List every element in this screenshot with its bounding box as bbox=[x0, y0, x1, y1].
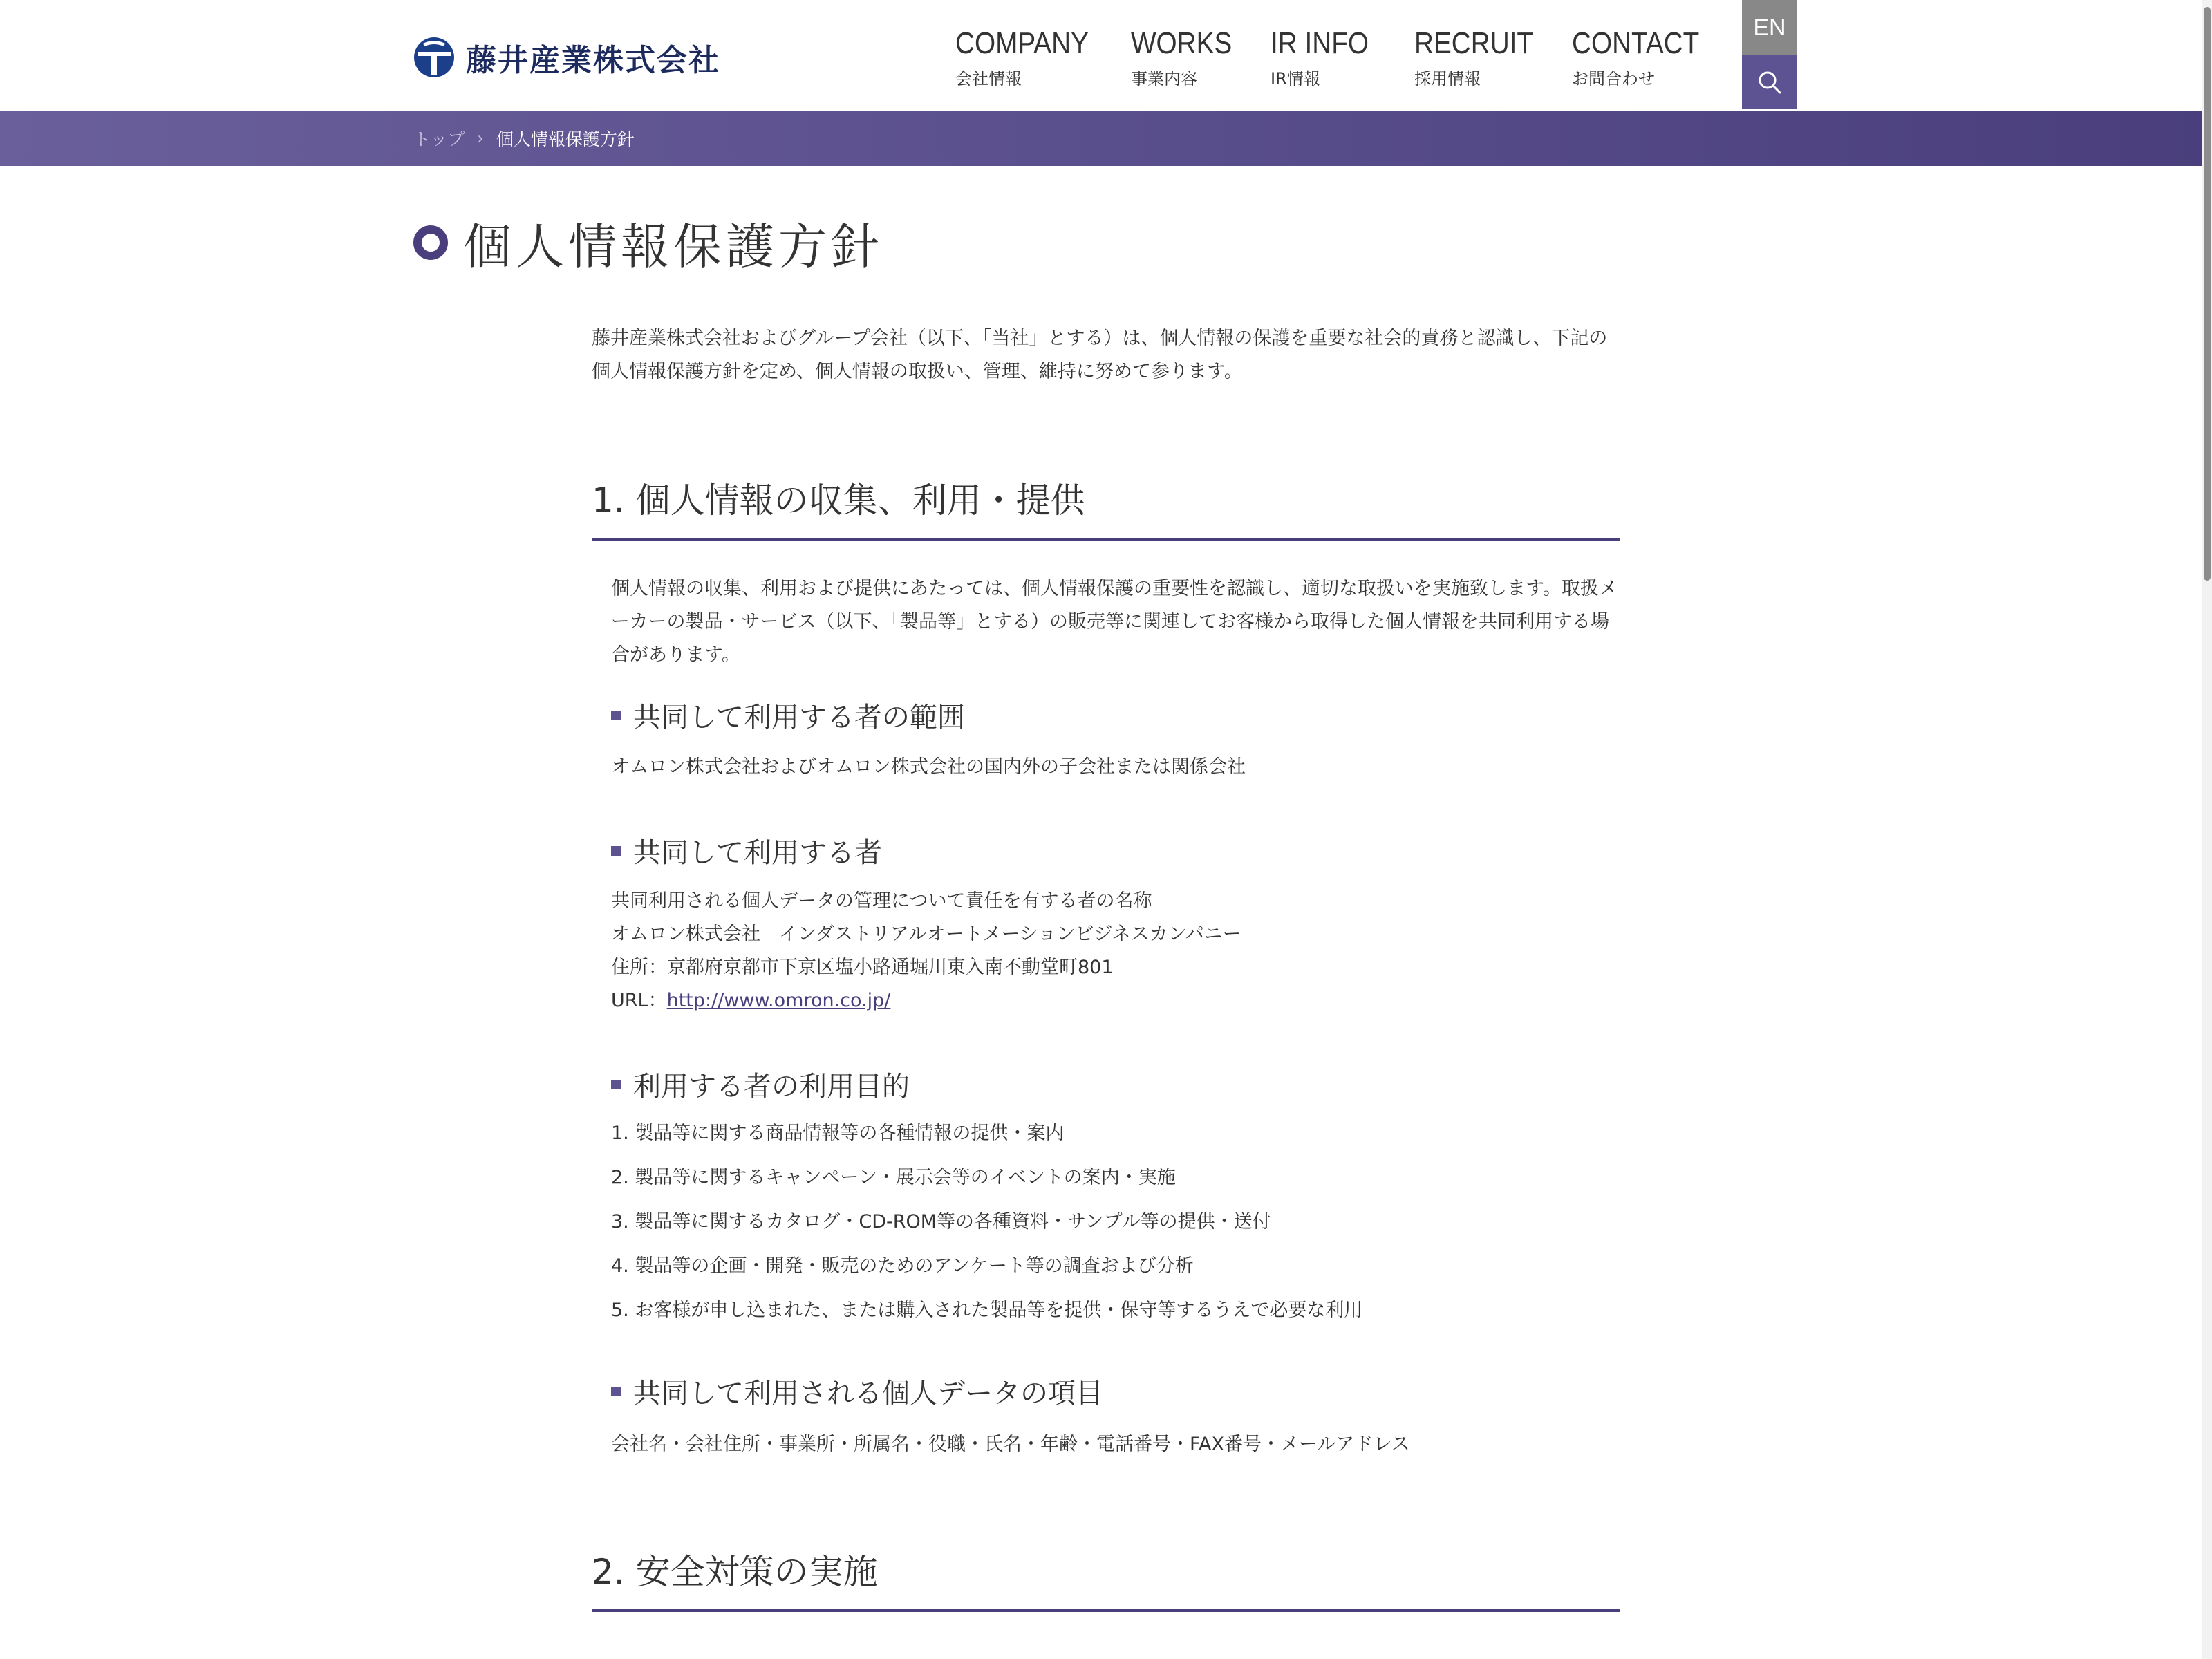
subsection-joint-user-title: 共同して利用する者 bbox=[633, 837, 882, 869]
joint-user-line-2: オムロン株式会社 インダストリアルオートメーションビジネスカンパニー bbox=[611, 924, 1241, 945]
square-bullet-icon bbox=[611, 1387, 621, 1396]
scrollbar-thumb[interactable] bbox=[2204, 7, 2211, 581]
nav-works[interactable] bbox=[1131, 25, 1246, 89]
nav-contact-ja: お問合わせ bbox=[1572, 69, 1655, 88]
nav-works-en: WORKS bbox=[1131, 26, 1232, 60]
breadcrumb-current: 個人情報保護方針 bbox=[496, 129, 635, 149]
nav-recruit-ja: 採用情報 bbox=[1414, 69, 1481, 88]
main-content bbox=[592, 322, 1620, 1592]
joint-user-url-row bbox=[611, 984, 1620, 1018]
logo-text: 藤井産業株式会社 bbox=[466, 43, 720, 78]
breadcrumb-home-link[interactable]: トップ bbox=[413, 129, 465, 149]
nav-recruit[interactable] bbox=[1414, 25, 1550, 89]
list-item: 4. 製品等の企画・開発・販売のためのアンケート等の調査および分析 bbox=[611, 1255, 1194, 1277]
subsection-purpose-heading bbox=[611, 1065, 910, 1104]
company-logo[interactable] bbox=[413, 36, 720, 79]
section-2-heading: 2. 安全対策の実施 bbox=[592, 1544, 1620, 1612]
nav-works-ja: 事業内容 bbox=[1131, 69, 1197, 88]
chevron-right-icon: › bbox=[477, 129, 484, 148]
nav-ir-info-ja: IR情報 bbox=[1271, 69, 1320, 88]
page-title: 個人情報保護方針 bbox=[463, 218, 883, 275]
logo-mark-icon bbox=[413, 37, 455, 78]
page-scrollbar[interactable] bbox=[2202, 0, 2212, 1659]
omron-url-link[interactable]: http://www.omron.co.jp/ bbox=[666, 990, 891, 1011]
nav-contact[interactable] bbox=[1572, 25, 1716, 89]
subsection-purpose-title: 利用する者の利用目的 bbox=[633, 1071, 910, 1103]
nav-recruit-en: RECRUIT bbox=[1414, 26, 1534, 60]
url-label: URL： bbox=[611, 990, 667, 1011]
page-title-block bbox=[413, 212, 883, 274]
nav-ir-info[interactable] bbox=[1271, 25, 1382, 89]
subsection-data-items-text: 会社名・会社住所・事業所・所属名・役職・氏名・年齢・電話番号・FAX番号・メールアドレス bbox=[611, 1434, 1410, 1455]
section-1-heading: 1. 個人情報の収集、利用・提供 bbox=[592, 473, 1620, 541]
nav-company-en: COMPANY bbox=[955, 26, 1089, 60]
section-1-body: 個人情報の収集、利用および提供にあたっては、個人情報保護の重要性を認識し、適切な取扱いを実施致します。取扱メーカーの製品・サービス（以下、「製品等」とする）の販売等に関連してお客様から取得した個人情報を共同利用する場合があります。 bbox=[611, 578, 1618, 666]
joint-user-line-1: 共同利用される個人データの管理について責任を有する者の名称 bbox=[611, 890, 1152, 912]
search-button[interactable] bbox=[1742, 55, 1797, 109]
nav-company-ja: 会社情報 bbox=[955, 69, 1022, 88]
breadcrumb-bar bbox=[0, 111, 2212, 166]
joint-user-details bbox=[611, 885, 1620, 1018]
search-icon bbox=[1757, 70, 1782, 95]
square-bullet-icon bbox=[611, 1080, 621, 1089]
nav-contact-en: CONTACT bbox=[1572, 26, 1700, 60]
subsection-data-items-title: 共同して利用される個人データの項目 bbox=[633, 1378, 1103, 1409]
list-item: 5. お客様が申し込まれた、または購入された製品等を提供・保守等するうえで必要な利用 bbox=[611, 1300, 1363, 1321]
lead-paragraph: 藤井産業株式会社およびグループ会社（以下、「当社」とする）は、個人情報の保護を重要な社会的責務と認識し、下記の個人情報保護方針を定め、個人情報の取扱い、管理、維持に努めて参ります。 bbox=[592, 328, 1608, 382]
list-item: 1. 製品等に関する商品情報等の各種情報の提供・案内 bbox=[611, 1123, 1065, 1144]
list-item: 2. 製品等に関するキャンペーン・展示会等のイベントの案内・実施 bbox=[611, 1167, 1176, 1188]
subsection-scope-heading bbox=[611, 695, 965, 735]
lang-en-button[interactable]: EN bbox=[1742, 0, 1797, 55]
square-bullet-icon bbox=[611, 711, 621, 720]
subsection-scope-title: 共同して利用する者の範囲 bbox=[633, 702, 965, 733]
title-ring-icon bbox=[413, 225, 448, 260]
subsection-joint-user-heading bbox=[611, 831, 882, 870]
purpose-list bbox=[611, 1112, 1362, 1333]
subsection-data-items-heading bbox=[611, 1371, 1103, 1411]
joint-user-address: 住所：京都府京都市下京区塩小路通堀川東入南不動堂町801 bbox=[611, 957, 1114, 978]
list-item: 3. 製品等に関するカタログ・CD-ROM等の各種資料・サンプル等の提供・送付 bbox=[611, 1211, 1271, 1232]
subsection-scope-text: オムロン株式会社およびオムロン株式会社の国内外の子会社または関係会社 bbox=[611, 756, 1246, 778]
nav-ir-info-en: IR INFO bbox=[1271, 26, 1369, 60]
breadcrumb bbox=[413, 111, 635, 166]
site-header bbox=[0, 0, 2212, 111]
nav-company[interactable] bbox=[955, 25, 1107, 89]
square-bullet-icon bbox=[611, 846, 621, 856]
